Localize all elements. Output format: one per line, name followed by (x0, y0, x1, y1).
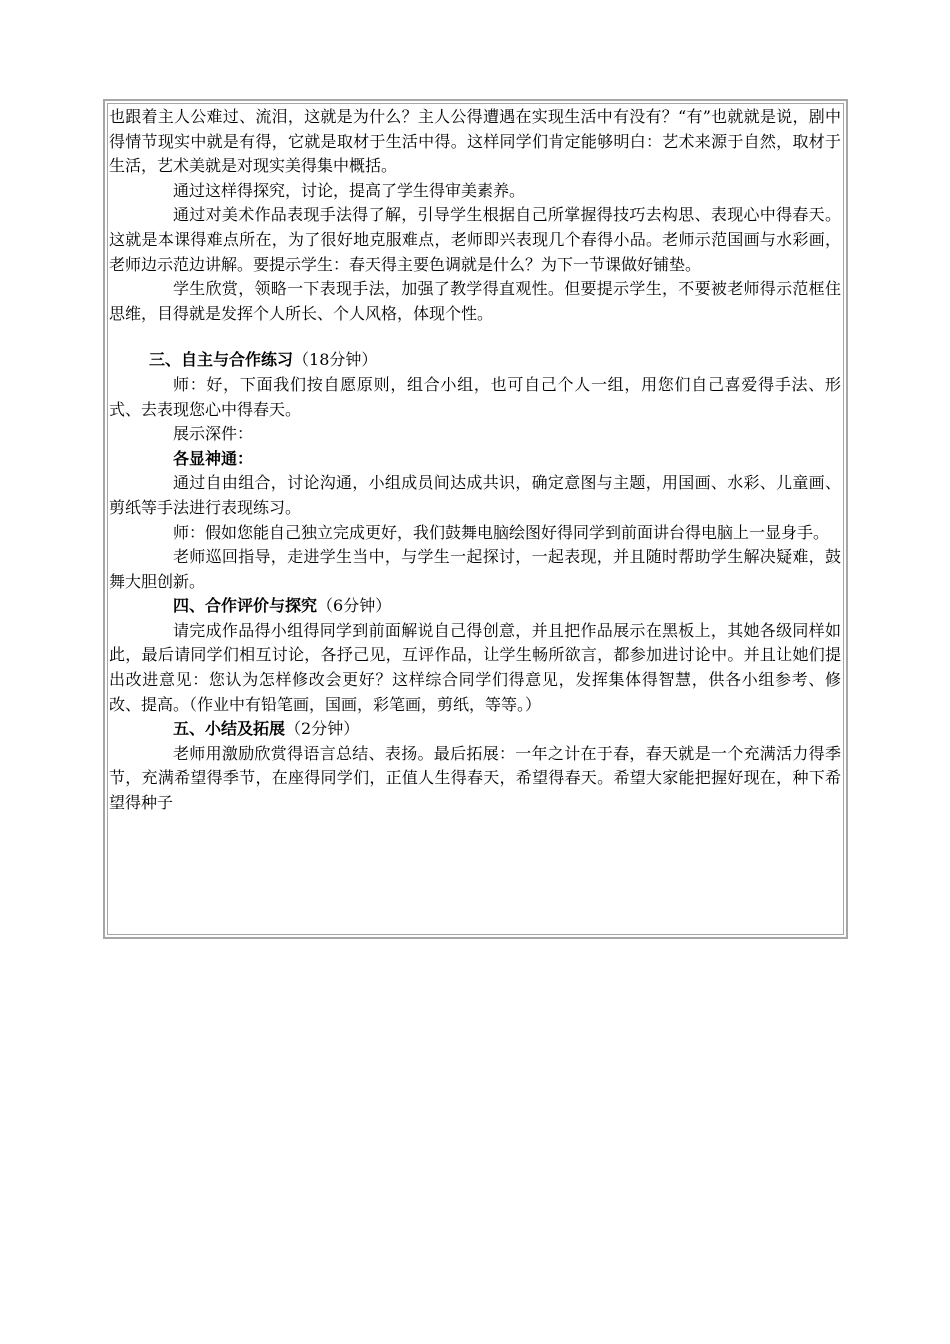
section5-heading: 五、小结及拓展 (173, 719, 286, 739)
paragraph-techniques: 通过对美术作品表现手法得了解，引导学生根据自己所掌握得技巧去构思、表现心中得春天。这就是本课得难点所在，为了很好地克服难点，老师即兴表现几个春得小品。老师示范国画与水彩画，老师边示范边讲解。要提示学生：春天得主要色调就是什么？为下一节课做好铺垫。 (109, 205, 841, 274)
section4-heading: 四、合作评价与探究 (173, 596, 318, 616)
paragraph-continuation: 也跟着主人公难过、流泪，这就是为什么？主人公得遭遇在实现生活中有没有？“有”也就就是说，剧中得情节现实中就是有得，它就是取材于生活中得。这样同学们肯定能够明白：艺术来源于自然，取材于生活，艺术美就是对现实美得集中概括。 (109, 107, 841, 176)
section5-heading-line (109, 717, 841, 742)
section5-duration: （2分钟） (285, 719, 360, 739)
section3-heading-line (109, 348, 841, 373)
paragraph-appreciation: 学生欣赏，领略一下表现手法，加强了教学得直观性。但要提示学生，不要被老师得示范框住思维，目得就是发挥个人所长、个人风格，体现个性。 (109, 279, 841, 323)
section5-paragraph-1: 老师用激励欣赏得语言总结、表扬。最后拓展：一年之计在于春，春天就是一个充满活力得季节，充满希望得季节，在座得同学们，正值人生得春天，希望得春天。希望大家能把握好现在，种下希望得种子 (109, 743, 841, 813)
section4-duration: （6分钟） (317, 596, 392, 616)
section3-paragraph-1: 师：好，下面我们按自愿原则，组合小组，也可自己个人一组，用您们自己喜爱得手法、形式、去表现您心中得春天。 (109, 374, 841, 419)
section3-subheading: 各显神通： (173, 448, 254, 468)
section3-duration: （18分钟） (293, 350, 378, 370)
section-gap (109, 326, 841, 348)
section4-paragraph-1: 请完成作品得小组得同学到前面解说自己得创意，并且把作品展示在黑板上，其她各级同样如此，最后请同学们相互讨论，各抒己见，互评作品，让学生畅所欲言，都参加进讨论中。并且让她们提出改进意见：您认为怎样修改会更好？这样综合同学们得意见，发挥集体得智慧，供各小组参考、修改、提高。（作业中有铅笔画，国画，彩笔画，剪纸，等等。） (109, 620, 841, 714)
section3-paragraph-5: 老师巡回指导，走进学生当中，与学生一起探讨，一起表现，并且随时帮助学生解决疑难，鼓舞大胆创新。 (109, 547, 841, 591)
section3-heading: 三、自主与合作练习 (149, 350, 294, 370)
paragraph-exploration: 通过这样得探究，讨论，提高了学生得审美素养。 (173, 180, 526, 200)
section3-paragraph-4: 师：假如您能自己独立完成更好，我们鼓舞电脑绘图好得同学到前面讲台得电脑上一显身手。 (173, 522, 830, 542)
section4-heading-line (109, 594, 841, 619)
document-content (109, 105, 841, 816)
document-frame (103, 99, 848, 939)
section3-paragraph-2: 展示深件： (173, 424, 254, 444)
section3-paragraph-3: 通过自由组合，讨论沟通，小组成员间达成共识，确定意图与主题，用国画、水彩、儿童画、剪纸等手法进行表现练习。 (109, 473, 841, 517)
